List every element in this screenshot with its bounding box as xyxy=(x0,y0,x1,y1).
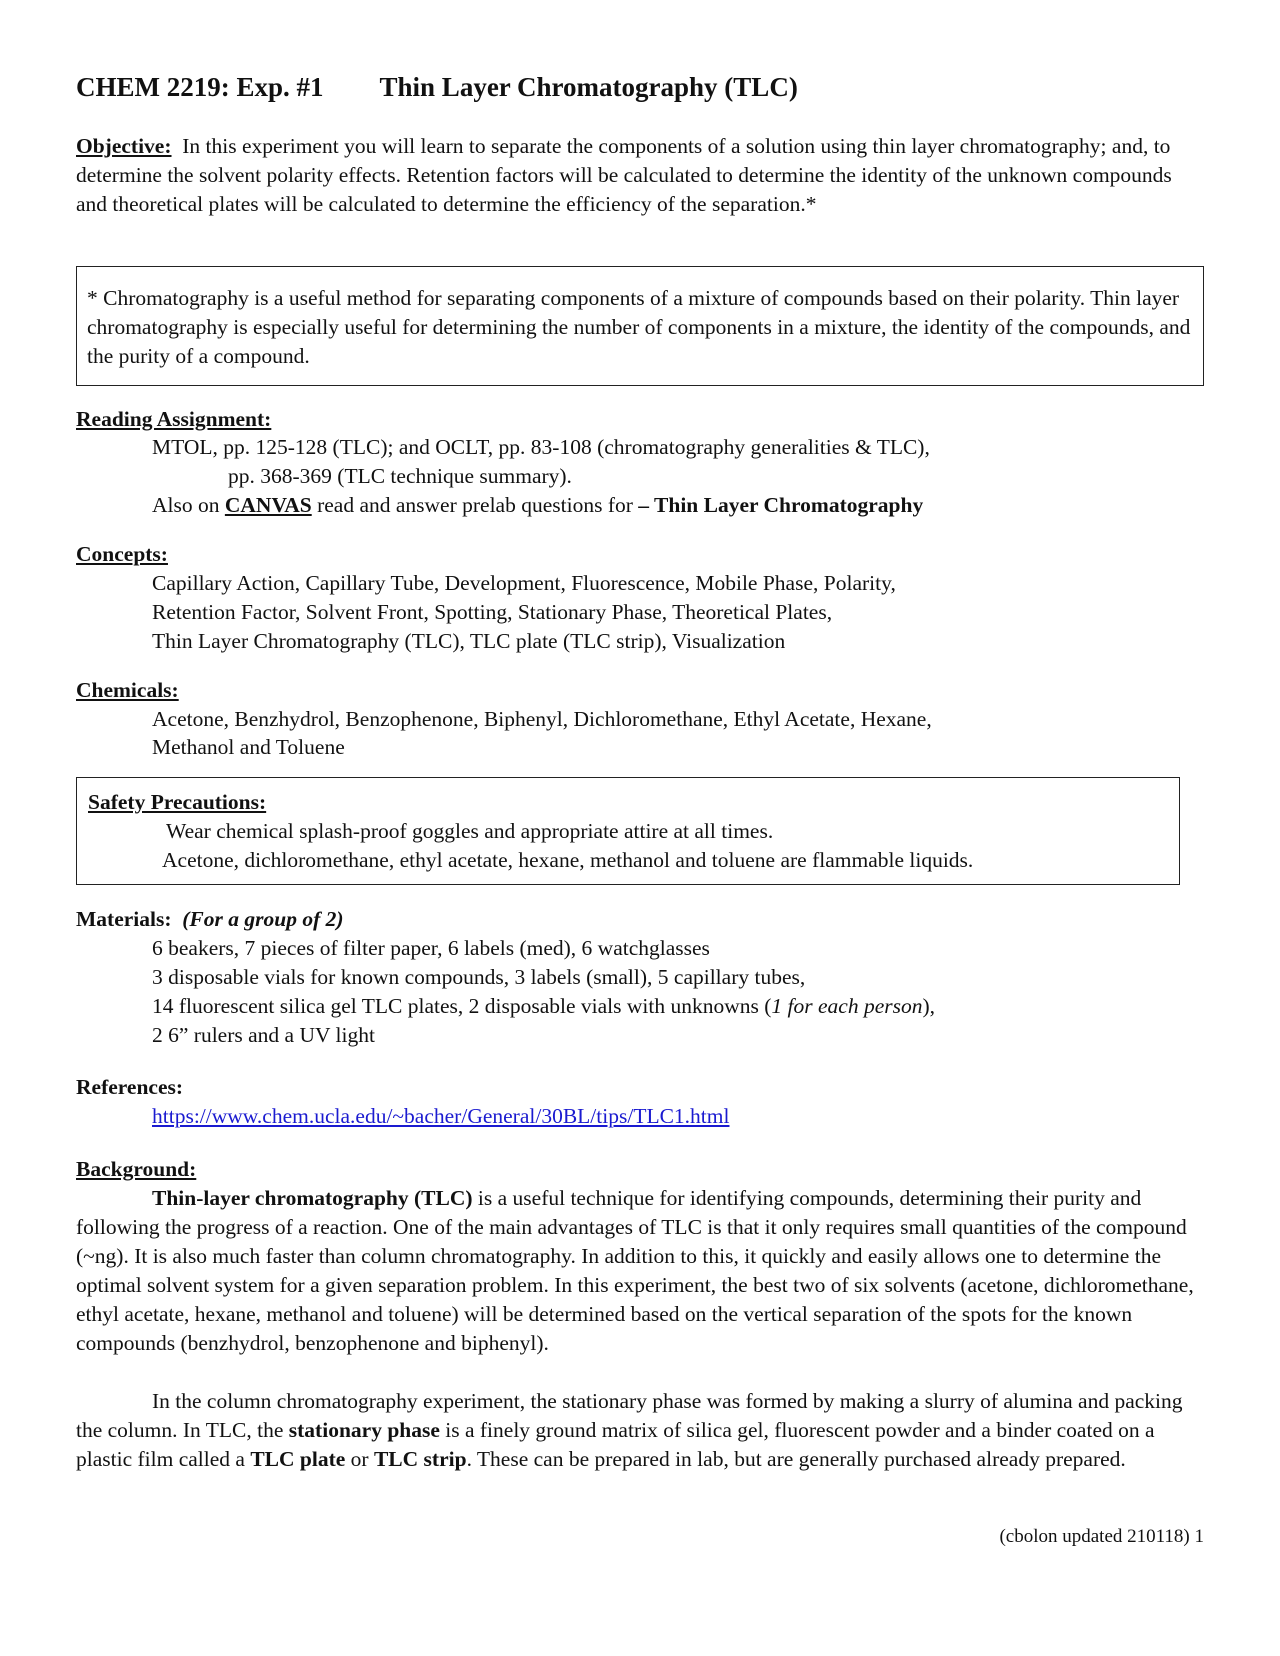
background-paragraph-1 xyxy=(76,1184,1206,1358)
objective-label: Objective: xyxy=(76,134,172,158)
concepts-line-2: Retention Factor, Solvent Front, Spotting, Stationary Phase, Theoretical Plates, xyxy=(152,600,833,624)
materials-line-4: 2 6” rulers and a UV light xyxy=(152,1023,375,1047)
canvas-label: CANVAS xyxy=(224,493,312,517)
tlc-term: Thin-layer chromatography (TLC) xyxy=(152,1186,473,1210)
background-heading: Background: xyxy=(76,1157,197,1181)
reading-line-3-middle: read and answer prelab questions for xyxy=(311,493,639,517)
tlc-strip-term: TLC strip xyxy=(373,1447,467,1471)
background-p1-text: is a useful technique for identifying compounds, determining their purity and following the progress of a reaction. One of the main advantages of TLC is that it only requires small quantities of the compound (~ng). It is also much faster than column chromatography. In addition to this, it quickly and easily allows one to determine the optimal solvent system for a given separation problem. In this experiment, the best two of six solvents (acetone, dichloromethane, ethyl acetate, hexane, methanol and toluene) will be determined based on the vertical separation of the spots for the known compounds (benzhydrol, benzophenone and biphenyl). xyxy=(76,1186,1194,1355)
materials-heading xyxy=(76,905,344,934)
page-footer: (cbolon updated 210118) 1 xyxy=(999,1526,1204,1547)
materials-line-2: 3 disposable vials for known compounds, 3 labels (small), 5 capillary tubes, xyxy=(152,965,806,989)
safety-line-2: Acetone, dichloromethane, ethyl acetate, hexane, methanol and toluene are flammable liquids. xyxy=(162,848,974,872)
materials-label: Materials: xyxy=(76,907,172,931)
prelab-title: – Thin Layer Chromatography xyxy=(638,493,924,517)
background-paragraph-2 xyxy=(76,1387,1206,1474)
background-p2-part-a: In the column chromatography experiment, the stationary phase was formed by making a slurry of alumina and packing the column. In TLC, the xyxy=(76,1389,1183,1442)
background-p2-part-c: is a finely ground matrix of silica gel, fluorescent powder and a binder coated on a plastic film called a xyxy=(76,1418,1155,1471)
reading-line-3-prefix: Also on xyxy=(152,493,225,517)
safety-heading: Safety Precautions: xyxy=(88,790,267,814)
materials-line-3-prefix: 14 fluorescent silica gel TLC plates, 2 disposable vials with unknowns ( xyxy=(152,994,772,1018)
background-p2-part-e: . These can be prepared in lab, but are generally purchased already prepared. xyxy=(466,1447,1126,1471)
objective-text: In this experiment you will learn to separate the components of a solution using thin layer chromatography; and, to determine the solvent polarity effects. Retention factors will be calculated to determine the identity of the unknown compounds and theoretical plates will be calculated to determine the efficiency of the separation.* xyxy=(76,134,1172,216)
concepts-line-3: Thin Layer Chromatography (TLC), TLC plate (TLC strip), Visualization xyxy=(152,629,786,653)
references-heading: References: xyxy=(76,1075,184,1099)
reading-line-3 xyxy=(152,491,923,520)
concepts-heading: Concepts: xyxy=(76,542,168,566)
chemicals-line-2: Methanol and Toluene xyxy=(152,735,345,759)
reading-line-2: pp. 368-369 (TLC technique summary). xyxy=(228,464,572,488)
tlc-plate-term: TLC plate xyxy=(250,1447,346,1471)
chemicals-heading: Chemicals: xyxy=(76,678,179,702)
chemicals-line-1: Acetone, Benzhydrol, Benzophenone, Biphenyl, Dichloromethane, Ethyl Acetate, Hexane, xyxy=(152,707,932,731)
course-number: CHEM 2219: Exp. #1 xyxy=(76,72,324,102)
materials-line-3 xyxy=(152,992,935,1021)
background-p2-part-d: or xyxy=(345,1447,374,1471)
materials-line-3-suffix: ), xyxy=(922,994,936,1018)
objective-paragraph xyxy=(76,132,1206,219)
chromatography-note-text: * Chromatography is a useful method for separating components of a mixture of compounds based on their polarity. Thin layer chromatography is especially useful for determining the number of components in a mixture, the identity of the compounds, and the purity of a compound. xyxy=(87,286,1191,368)
reading-line-1: MTOL, pp. 125-128 (TLC); and OCLT, pp. 83-108 (chromatography generalities & TLC), xyxy=(152,435,930,459)
page-title xyxy=(76,72,798,103)
concepts-line-1: Capillary Action, Capillary Tube, Development, Fluorescence, Mobile Phase, Polarity, xyxy=(152,571,896,595)
stationary-phase-term: stationary phase xyxy=(288,1418,440,1442)
reading-assignment-heading: Reading Assignment: xyxy=(76,407,272,431)
materials-group: (For a group of 2) xyxy=(182,907,344,931)
reference-link[interactable]: https://www.chem.ucla.edu/~bacher/General/30BL/tips/TLC1.html xyxy=(152,1104,730,1128)
safety-line-1: Wear chemical splash-proof goggles and appropriate attire at all times. xyxy=(166,819,774,843)
materials-line-1: 6 beakers, 7 pieces of filter paper, 6 labels (med), 6 watchglasses xyxy=(152,936,710,960)
experiment-title: Thin Layer Chromatography (TLC) xyxy=(379,72,798,102)
materials-per-person: 1 for each person xyxy=(771,994,923,1018)
